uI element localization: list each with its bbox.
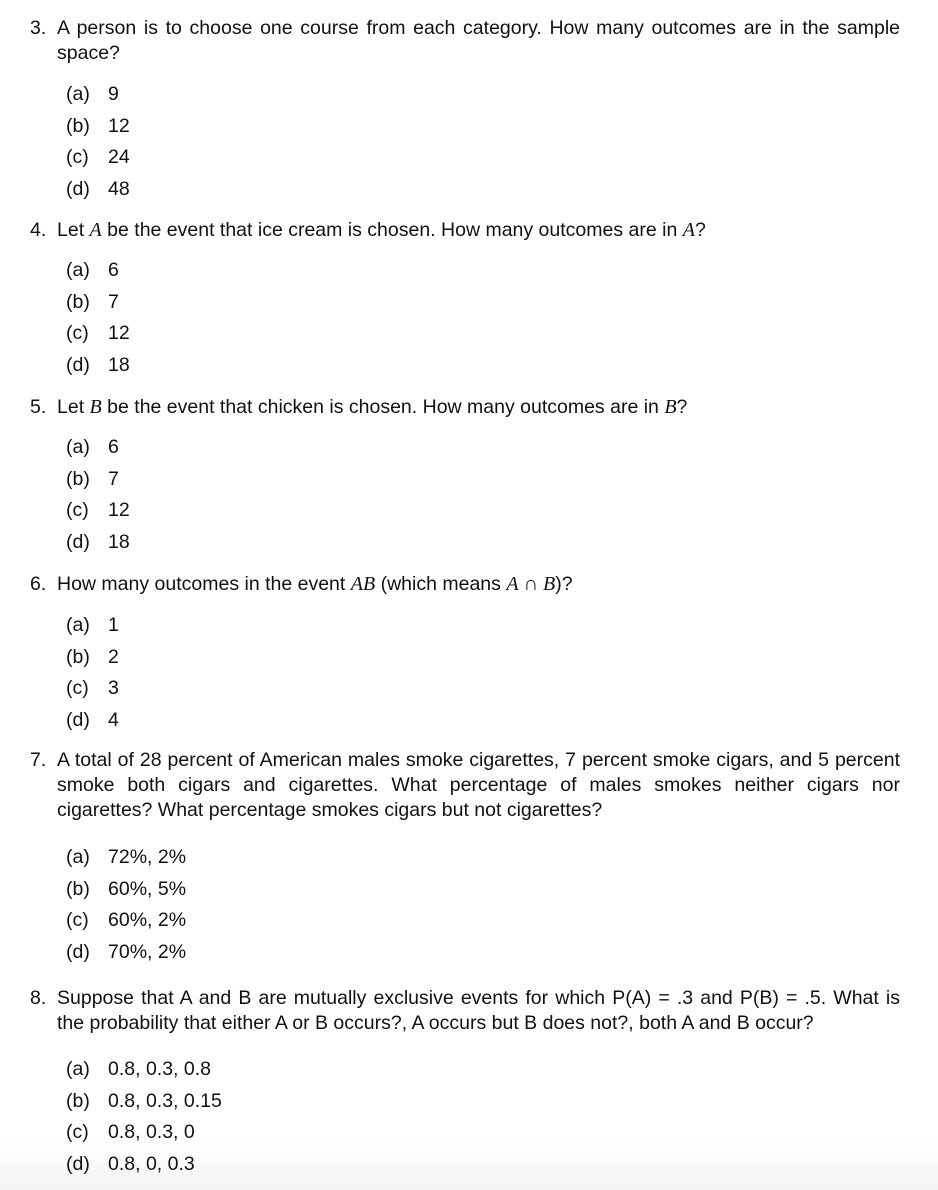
option-d[interactable]: (d) 18 (66, 354, 130, 376)
option-a[interactable]: (a) 9 (66, 83, 119, 105)
option-c[interactable]: (c) 60%, 2% (66, 909, 187, 931)
option-a[interactable]: (a) 72%, 2% (66, 846, 187, 868)
option-b[interactable]: (b) 7 (66, 291, 119, 313)
option-a[interactable]: (a) 0.8, 0.3, 0.8 (66, 1058, 211, 1080)
question-7 (30, 748, 900, 823)
option-d[interactable]: (d) 4 (66, 709, 119, 731)
question-text: A total of 28 percent of American males smoke cigarettes, 7 percent smoke cigars, and 5 percent smoke both cigars and cigarettes. What percentage of males smokes neither cigars nor cigarettes? What percentage smokes cigars but not cigarettes? (57, 749, 900, 821)
option-b[interactable]: (b) 2 (66, 646, 119, 668)
option-a[interactable]: (a) 6 (66, 436, 119, 458)
question-text: Let B be the event that chicken is chosen. How many outcomes are in B? (57, 396, 688, 418)
question-number: 6. (30, 573, 47, 595)
option-a[interactable]: (a) 6 (66, 259, 119, 281)
question-3 (30, 16, 900, 66)
option-d[interactable]: (d) 70%, 2% (66, 941, 187, 963)
option-d[interactable]: (d) 0.8, 0, 0.3 (66, 1153, 195, 1175)
question-text: Let A be the event that ice cream is chosen. How many outcomes are in A? (57, 219, 706, 241)
question-4 (30, 218, 900, 243)
option-d[interactable]: (d) 18 (66, 531, 130, 553)
option-b[interactable]: (b) 12 (66, 115, 130, 137)
option-c[interactable]: (c) 0.8, 0.3, 0 (66, 1121, 195, 1143)
option-c[interactable]: (c) 3 (66, 677, 119, 699)
option-a[interactable]: (a) 1 (66, 614, 119, 636)
question-number: 4. (30, 219, 47, 241)
question-number: 3. (30, 17, 47, 39)
question-text: A person is to choose one course from each category. How many outcomes are in the sample space? (57, 17, 900, 64)
option-c[interactable]: (c) 24 (66, 146, 130, 168)
question-text: How many outcomes in the event AB (which means A ∩ B)? (57, 573, 573, 595)
question-number: 7. (30, 749, 47, 771)
option-d[interactable]: (d) 48 (66, 178, 130, 200)
option-c[interactable]: (c) 12 (66, 322, 130, 344)
question-text: Suppose that A and B are mutually exclusive events for which P(A) = .3 and P(B) = .5. What is the probability that either A or B occurs?, A occurs but B does not?, both A and B occur? (57, 987, 900, 1034)
option-b[interactable]: (b) 7 (66, 468, 119, 490)
option-b[interactable]: (b) 60%, 5% (66, 878, 187, 900)
question-6 (30, 572, 900, 597)
question-8 (30, 986, 900, 1036)
option-b[interactable]: (b) 0.8, 0.3, 0.15 (66, 1090, 222, 1112)
question-number: 5. (30, 396, 47, 418)
option-c[interactable]: (c) 12 (66, 499, 130, 521)
question-number: 8. (30, 987, 47, 1009)
question-5 (30, 395, 900, 420)
